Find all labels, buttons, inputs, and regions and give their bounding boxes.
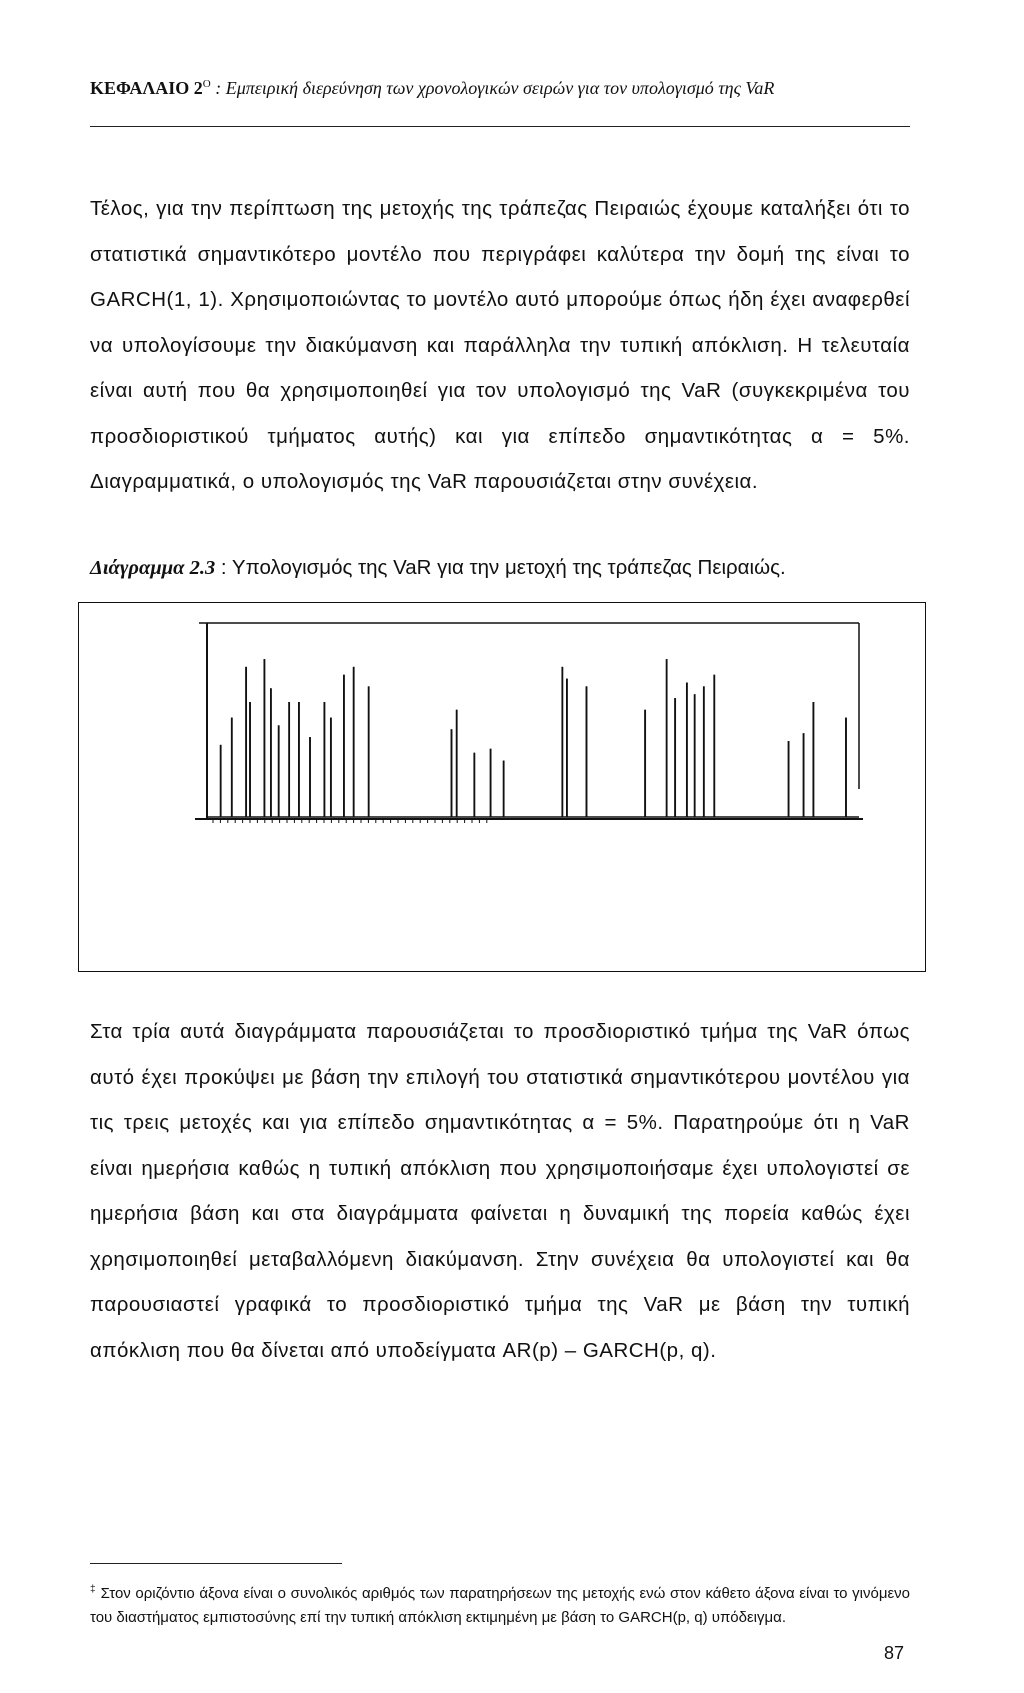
chapter-header xyxy=(90,78,910,99)
paragraph-intro: Τέλος, για την περίπτωση της μετοχής της τράπεζας Πειραιώς έχουμε καταλήξει ότι το στατιστικά σημαντικότερο μοντέλο που περιγράφει καλύτερα την δομή της είναι το GARCH(1, 1). Χρησιμοποιώντας το μοντέλο αυτό μπορούμε όπως ήδη έχει αναφερθεί να υπολογίσουμε την διακύμανση και παράλληλα την τυπική απόκλιση. Η τελευταία είναι αυτή που θα χρησιμοποιηθεί για τον υπολογισμό της VaR (συγκεκριμένα του προσδιοριστικού τμήματος αυτής) και για επίπεδο σημαντικότητας α = 5%. Διαγραμματικά, ο υπολογισμός της VaR παρουσιάζεται στην συνέχεια. xyxy=(90,197,910,493)
page-number: 87 xyxy=(884,1643,905,1663)
chapter-subtitle: : Εμπειρική διερεύνηση των χρονολογικών σειρών για τον υπολογισμό της VaR xyxy=(210,78,775,98)
figure-caption-text: : Υπολογισμός της VaR για την μετοχή της τράπεζας Πειραιώς. xyxy=(215,556,786,579)
var-chart xyxy=(79,603,927,973)
figure-label: Διάγραμμα 2.3 xyxy=(90,557,216,579)
chapter-superscript: Ο xyxy=(202,78,211,90)
figure-caption xyxy=(90,556,786,580)
paragraph-discussion: Στα τρία αυτά διαγράμματα παρουσιάζεται το προσδιοριστικό τμήμα της VaR όπως αυτό έχει προκύψει με βάση την επιλογή του στατιστικά σημαντικότερου μοντέλου για τις τρεις μετοχές και για επίπεδο σημαντικότητας α = 5%. Παρατηρούμε ότι η VaR είναι ημερήσια καθώς η τυπική απόκλιση που χρησιμοποιήσαμε έχει υπολογιστεί σε ημερήσια βάση και στα διαγράμματα φαίνεται η δυναμική της πορεία καθώς έχει χρησιμοποιηθεί μεταβαλλόμενη διακύμανση. Στην συνέχεια θα υπολογιστεί και θα παρουσιαστεί γραφικά το προσδιοριστικό τμήμα της VaR με βάση την τυπική απόκλιση που θα δίνεται από υποδείγματα AR(p) – GARCH(p, q). xyxy=(90,1020,910,1362)
var-chart-frame xyxy=(78,602,926,972)
chapter-label: ΚΕΦΑΛΑΙΟ 2 xyxy=(90,78,203,98)
footnote-text: Στον οριζόντιο άξονα είναι ο συνολικός αριθμός των παρατηρήσεων της μετοχής ενώ στον κάθετο άξονα είναι το γινόμενο του διαστήματος εμπιστοσύνης επί την τυπική απόκλιση εκτιμημένη με βάση το GARCH(p, q) υπόδειγμα. xyxy=(90,1585,911,1626)
header-divider xyxy=(90,126,910,127)
footnote-divider xyxy=(90,1563,342,1564)
var-series-line xyxy=(207,659,859,817)
footnote-marker: ‡ xyxy=(90,1584,97,1595)
footnote xyxy=(90,1578,910,1630)
